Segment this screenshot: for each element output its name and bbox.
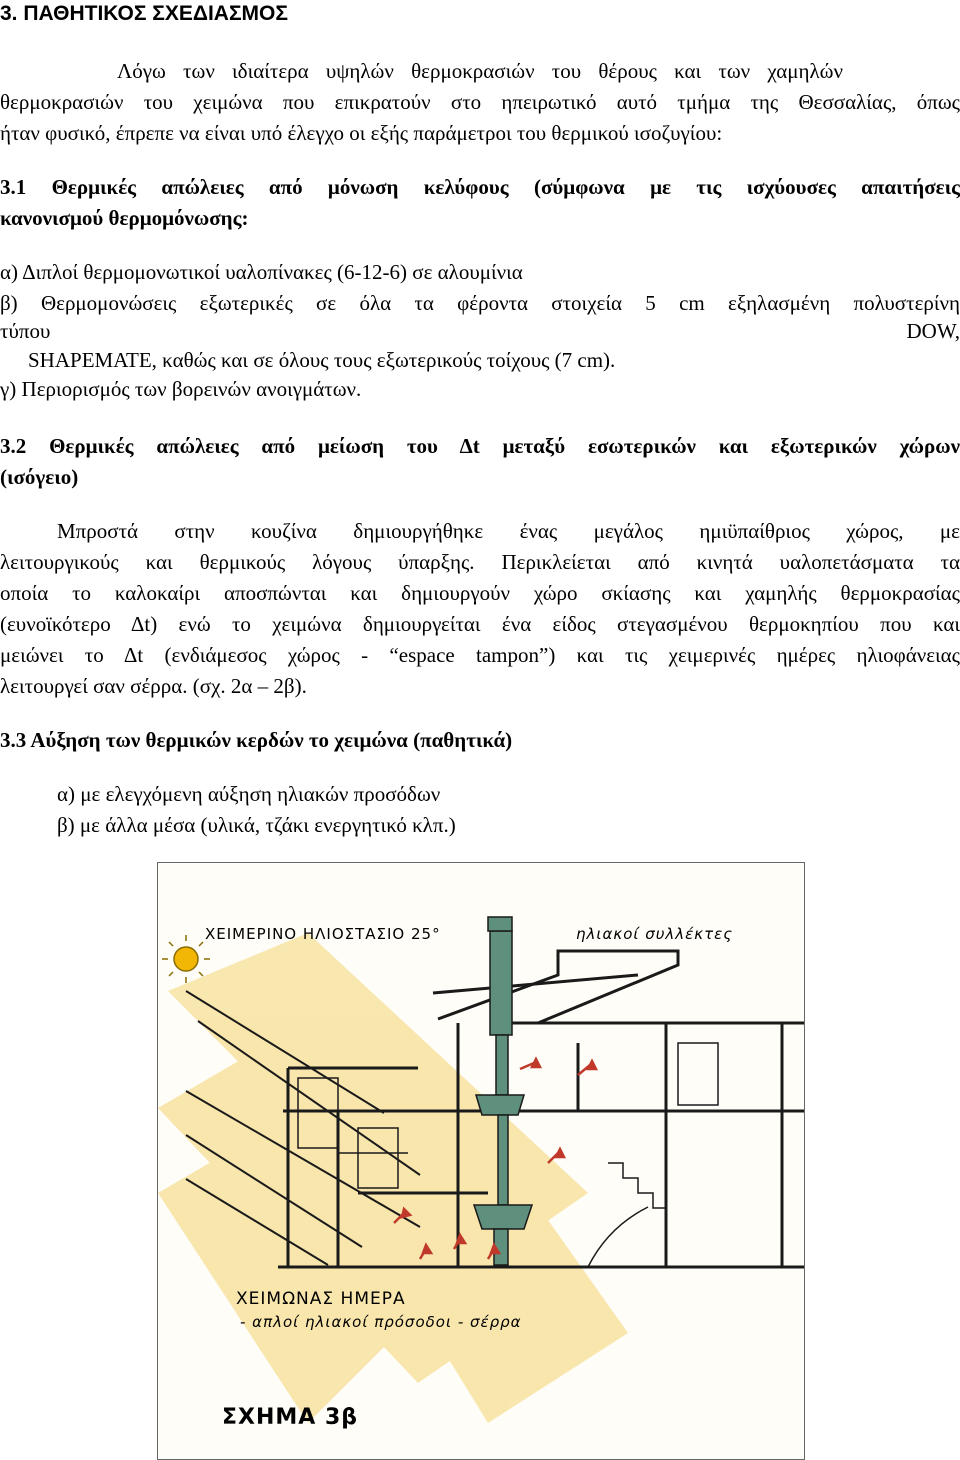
sub-3-2-body-line-6: λειτουργεί σαν σέρρα. (σχ. 2α – 2β).: [0, 674, 307, 698]
sub-3-1-title-line-1: 3.1 Θερμικές απώλειες από μόνωση κελύφους (σύμφωνα με τις ισχύουσες απαιτήσεις: [0, 175, 960, 199]
chimney: [474, 917, 532, 1265]
sub-3-2-body-line-5: μειώνει το Δt (ενδιάμεσος χώρος - “espace tampon”) και τις χειμερινές ημέρες ηλιοφάνειας: [0, 643, 960, 667]
sub-3-1-item-b: β) Θερμομονώσεις εξωτερικές σε όλα τα φέροντα στοιχεία 5 cm εξηλασμένη πολυστερίνη: [0, 291, 960, 315]
sub-3-2-body-line-4: (ευνοϊκότερο Δt) ενώ το χειμώνα δημιουργείται ένα είδος στεγασμένου θερμοκηπίου που και: [0, 612, 960, 636]
section-heading: 3. ΠΑΘΗΤΙΚΟΣ ΣΧΕΔΙΑΣΜΟΣ: [0, 2, 288, 25]
sub-3-2-title-line-1: 3.2 Θερμικές απώλειες από μείωση του Δt μεταξύ εσωτερικών και εξωτερικών χώρων: [0, 434, 960, 458]
sub-3-3-item-b: β) με άλλα μέσα (υλικά, τζάκι ενεργητικό κλπ.): [57, 813, 456, 837]
sub-3-2-body-line-2: λειτουργικούς και θερμικούς λόγους ύπαρξης. Περικλείεται από κινητά υαλοπετάσματα τα: [0, 550, 960, 574]
intro-line-2: θερμοκρασιών του χειμώνα που επικρατούν στο ηπειρωτικό αυτό τμήμα της Θεσσαλίας, όπως: [0, 90, 960, 114]
sun-rays: [158, 933, 628, 1423]
figure-number: ΣΧΗΜΑ 3β: [222, 1405, 359, 1430]
sub-3-1-item-b-cont: SHAPEMATE, καθώς και σε όλους τους εξωτερικούς τοίχους (7 cm).: [28, 348, 616, 372]
sub-3-1-item-b-type: τύπου: [0, 319, 51, 343]
figure-caption-line-1: ΧΕΙΜΩΝΑΣ ΗΜΕΡΑ: [236, 1289, 406, 1309]
sub-3-1-item-a: α) Διπλοί θερμομονωτικοί υαλοπίνακες (6-12-6) σε αλουμίνια: [0, 260, 523, 284]
sub-3-3-item-a: α) με ελεγχόμενη αύξηση ηλιακών προσόδων: [57, 782, 441, 806]
sub-3-1-item-b-brand: DOW,: [906, 319, 960, 343]
intro-line-1: [0, 58, 960, 84]
section-drawing-figure: [157, 862, 805, 1460]
sub-3-3-title: 3.3 Αύξηση των θερμικών κερδών το χειμώνα (παθητικά): [0, 728, 513, 752]
intro-line-3: ήταν φυσικό, έπρεπε να είναι υπό έλεγχο οι εξής παράμετροι του θερμικού ισοζυγίου:: [0, 121, 723, 145]
sub-3-1-item-c: γ) Περιορισμός των βορεινών ανοιγμάτων.: [0, 377, 362, 401]
sub-3-2-body-text-1: Μπροστά στην κουζίνα δημιουργήθηκε ένας μεγάλος ημιϋπαίθριος χώρος, με: [57, 519, 960, 543]
sub-3-2-body-line-1: [0, 518, 960, 544]
figure-label-solstice: ΧΕΙΜΕΡΙΝΟ ΗΛΙΟΣΤΑΣΙΟ 25°: [205, 925, 441, 943]
sub-3-1-title-line-2: κανονισμού θερμομόνωσης:: [0, 206, 249, 230]
section-drawing: [158, 863, 804, 1459]
sun-icon: [162, 935, 210, 983]
sub-3-2-title-line-2: (ισόγειο): [0, 465, 79, 489]
figure-caption-line-2: - απλοί ηλιακοί πρόσοδοι - σέρρα: [240, 1313, 522, 1331]
figure-label-collectors: ηλιακοί συλλέκτες: [576, 925, 734, 943]
intro-text-1: Λόγω των ιδιαίτερα υψηλών θερμοκρασιών του θέρους και των χαμηλών: [117, 59, 843, 83]
sub-3-2-body-line-3: οποία το καλοκαίρι αποσπώνται και δημιουργούν χώρο σκίασης και χαμηλής θερμοκρασίας: [0, 581, 960, 605]
